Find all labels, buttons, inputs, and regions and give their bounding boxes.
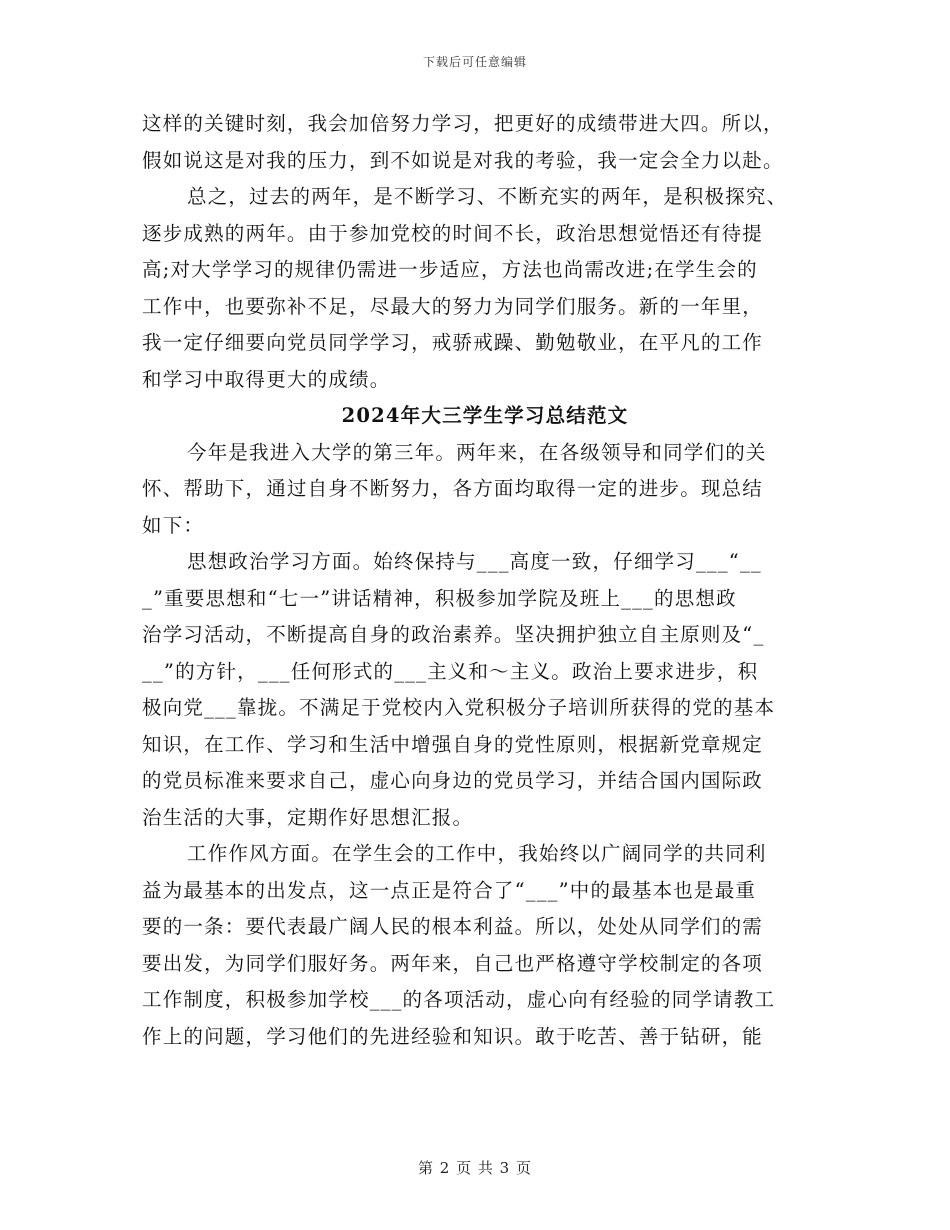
text-line: 我一定仔细要向党员同学学习，戒骄戒躁、勤勉敬业，在平凡的工作 — [142, 331, 764, 354]
text-line: 如下： — [142, 513, 205, 537]
text-line: 今年是我进入大学的第三年。两年来，在各级领导和同学们的关 — [187, 440, 767, 464]
text-line: 知识，在工作、学习和生活中增强自身的党性原则，根据新党章规定 — [142, 732, 764, 756]
text-line: 要的一条：要代表最广阔人民的根本利益。所以，处处从同学们的需 — [142, 915, 764, 938]
text-line: __”的方针，___任何形式的___主义和～主义。政治上要求进步，积 — [142, 659, 759, 683]
text-line: 和学习中取得更大的成绩。 — [142, 367, 391, 391]
text-line: 这样的关键时刻，我会加倍努力学习，把更好的成绩带进大四。所以， — [142, 112, 784, 135]
section-title: 2024年大三学生学习总结范文 — [341, 404, 629, 427]
text-line: 总之，过去的两年，是不断学习、不断充实的两年，是积极探究、 — [187, 185, 788, 208]
text-line: _”重要思想和“七一”讲话精神，积极参加学院及班上___的思想政 — [142, 586, 737, 610]
page-footer: 第 2 页 共 3 页 — [418, 1159, 532, 1177]
text-line: 怀、帮助下，通过自身不断努力，各方面均取得一定的进步。现总结 — [142, 477, 764, 500]
text-line: 逐步成熟的两年。由于参加党校的时间不长，政治思想觉悟还有待提 — [142, 221, 764, 245]
text-line: 高;对大学学习的规律仍需进一步适应，方法也尚需改进;在学生会的 — [142, 258, 758, 281]
text-line: 极向党___靠拢。不满足于党校内入党积极分子培训所获得的党的基本 — [142, 696, 776, 719]
text-line: 治学习活动，不断提高自身的政治素养。坚决拥护独立自主原则及“_ — [142, 623, 765, 646]
text-line: 益为最基本的出发点，这一点正是符合了“___”中的最基本也是最重 — [142, 878, 757, 902]
text-line: 思想政治学习方面。始终保持与___高度一致，仔细学习___“__ — [187, 550, 762, 573]
text-line: 假如说这是对我的压力，到不如说是对我的考验，我一定会全力以赴。 — [142, 148, 784, 172]
text-line: 的党员标准来要求自己，虚心向身边的党员学习，并结合国内国际政 — [142, 769, 764, 792]
text-line: 工作中，也要弥补不足，尽最大的努力为同学们服务。新的一年里， — [142, 294, 764, 318]
text-line: 治生活的大事，定期作好思想汇报。 — [142, 805, 474, 829]
text-line: 要出发，为同学们服好务。两年来，自己也严格遵守学校制定的各项 — [142, 951, 764, 975]
document-body — [142, 106, 822, 1055]
text-line: 作上的问题，学习他们的先进经验和知识。敢于吃苦、善于钻研，能 — [142, 1024, 764, 1048]
text-line: 工作作风方面。在学生会的工作中，我始终以广阔同学的共同利 — [187, 842, 767, 865]
text-line: 工作制度，积极参加学校___的各项活动，虚心向有经验的同学请教工 — [142, 988, 776, 1011]
page-header: 下载后可任意编辑 — [422, 55, 527, 69]
